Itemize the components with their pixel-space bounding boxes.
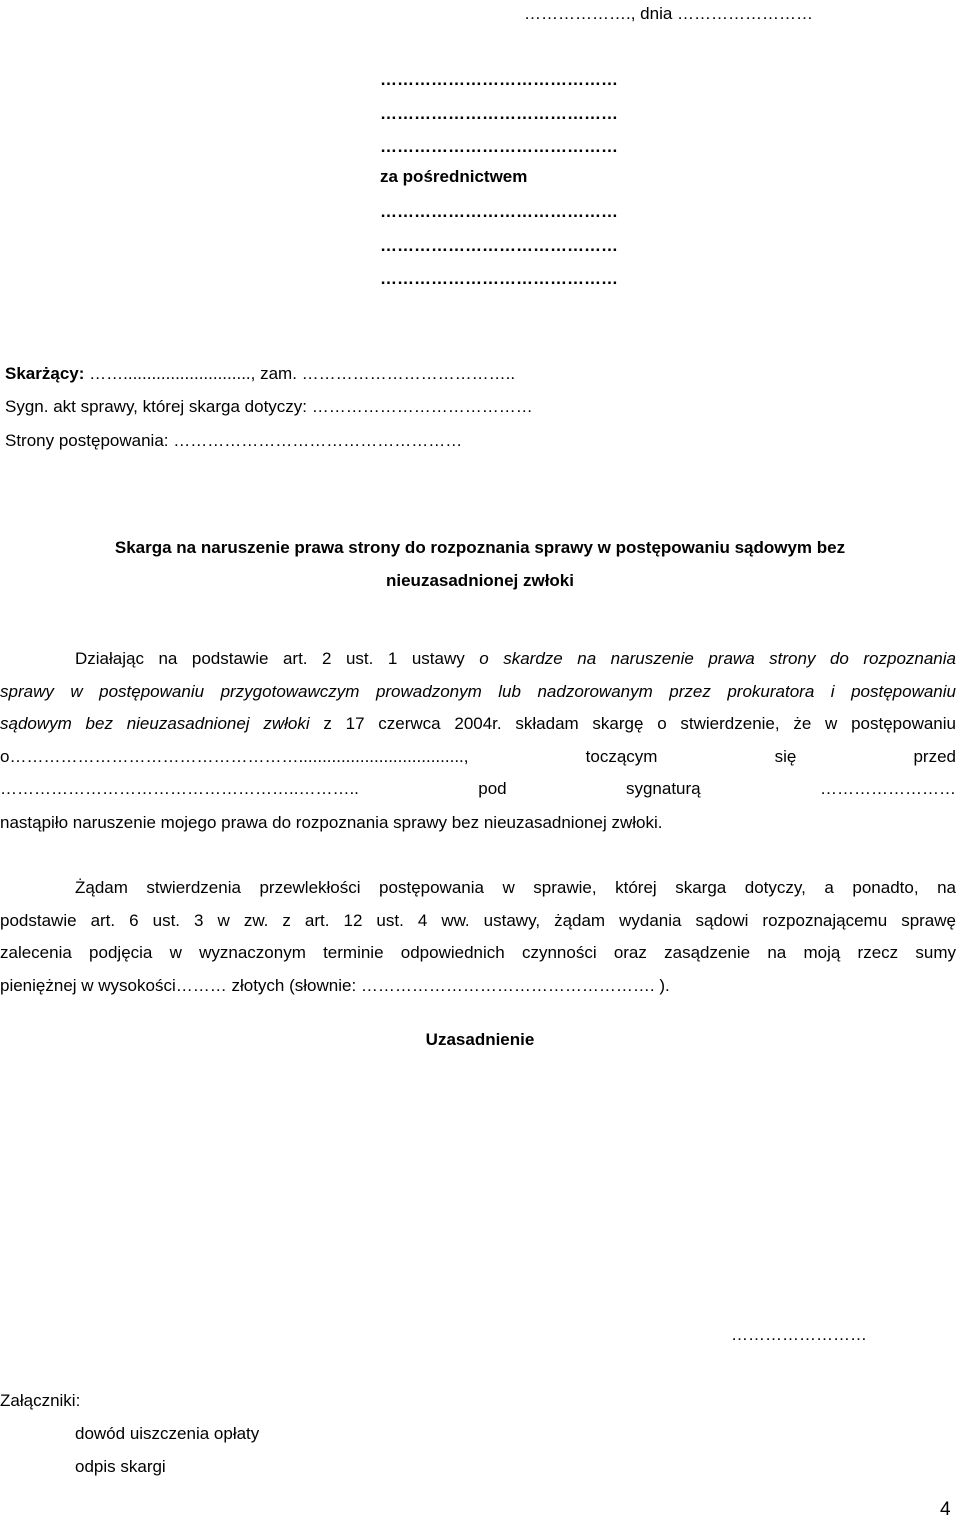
case-ref-row [5, 398, 533, 415]
paragraph-1-line-3 [0, 715, 956, 732]
attachment-item: odpis skargi [75, 1457, 166, 1476]
via-line-1: …………………………………… [380, 202, 618, 221]
document-title-line-2: nieuzasadnionej zwłoki [386, 571, 574, 590]
parties-label: Strony postępowania: [5, 431, 169, 450]
parties-row [5, 432, 462, 449]
complainant-value: ……..........................., zam. ……………………………….. [89, 364, 516, 383]
date-line: ………………., dnia …………………… [524, 4, 814, 23]
paragraph-2-line-1: Żądam stwierdzenia przewlekłości postępowania w sprawie, której skarga dotyczy, a ponadto, na [75, 878, 956, 897]
recipient-line-3: …………………………………… [380, 137, 618, 156]
document-title-line-1: Skarga na naruszenie prawa strony do rozpoznania sprawy w postępowaniu sądowym bez [114, 538, 846, 557]
paragraph-1-line-2: sprawy w postępowaniu przygotowawczym prowadzonym lub nadzorowanym przez prokuratora i postępowaniu [0, 682, 956, 701]
signature-line: …………………… [731, 1325, 867, 1344]
recipient-line-2: …………………………………… [380, 104, 618, 123]
parties-value: …………………………………………… [173, 431, 463, 450]
via-line-2: …………………………………… [380, 236, 618, 255]
case-ref-label: Sygn. akt sprawy, której skarga dotyczy: [5, 397, 308, 416]
paragraph-1-line-4: o……………………………………………..................................., toczącym się przed [0, 747, 956, 766]
paragraph-2-line-2: podstawie art. 6 ust. 3 w zw. z art. 12 ust. 4 ww. ustawy, żądam wydania sądowi rozpoznającemu sprawę [0, 911, 956, 930]
case-ref-value: ………………………………… [311, 397, 533, 416]
justification-heading: Uzasadnienie [425, 1030, 535, 1049]
attachments-label: Załączniki: [0, 1391, 81, 1410]
complainant-label: Skarżący: [5, 364, 85, 383]
paragraph-2-line-3: zalecenia podjęcia w wyznaczonym terminie odpowiednich czynności oraz zasądzenie na moją rzecz sumy [0, 943, 956, 962]
paragraph-1-text-cont: z 17 czerwca 2004r. składam skargę o stwierdzenie, że w postępowaniu [309, 714, 956, 733]
paragraph-2-line-4: pieniężnej w wysokości……… złotych (słownie: ……………………………………………. ). [0, 976, 670, 995]
act-title-italic-end: sądowym bez nieuzasadnionej zwłoki [0, 714, 310, 733]
attachment-item: dowód uiszczenia opłaty [75, 1424, 260, 1443]
act-title-italic: o skardze na naruszenie prawa strony do rozpoznania [479, 649, 956, 668]
paragraph-1-text: Działając na podstawie art. 2 ust. 1 ustawy [75, 649, 480, 668]
paragraph-1-line-5: ……………………………………………..……….. pod sygnaturą …………………… [0, 779, 956, 798]
recipient-line-1: …………………………………… [380, 70, 618, 89]
page-number: 4 [940, 1499, 951, 1520]
complainant-row [5, 365, 515, 382]
via-line-3: …………………………………… [380, 269, 618, 288]
paragraph-1-line-6: nastąpiło naruszenie mojego prawa do rozpoznania sprawy bez nieuzasadnionej zwłoki. [0, 813, 663, 832]
via-label: za pośrednictwem [380, 167, 528, 186]
paragraph-1-line-1 [75, 650, 956, 667]
